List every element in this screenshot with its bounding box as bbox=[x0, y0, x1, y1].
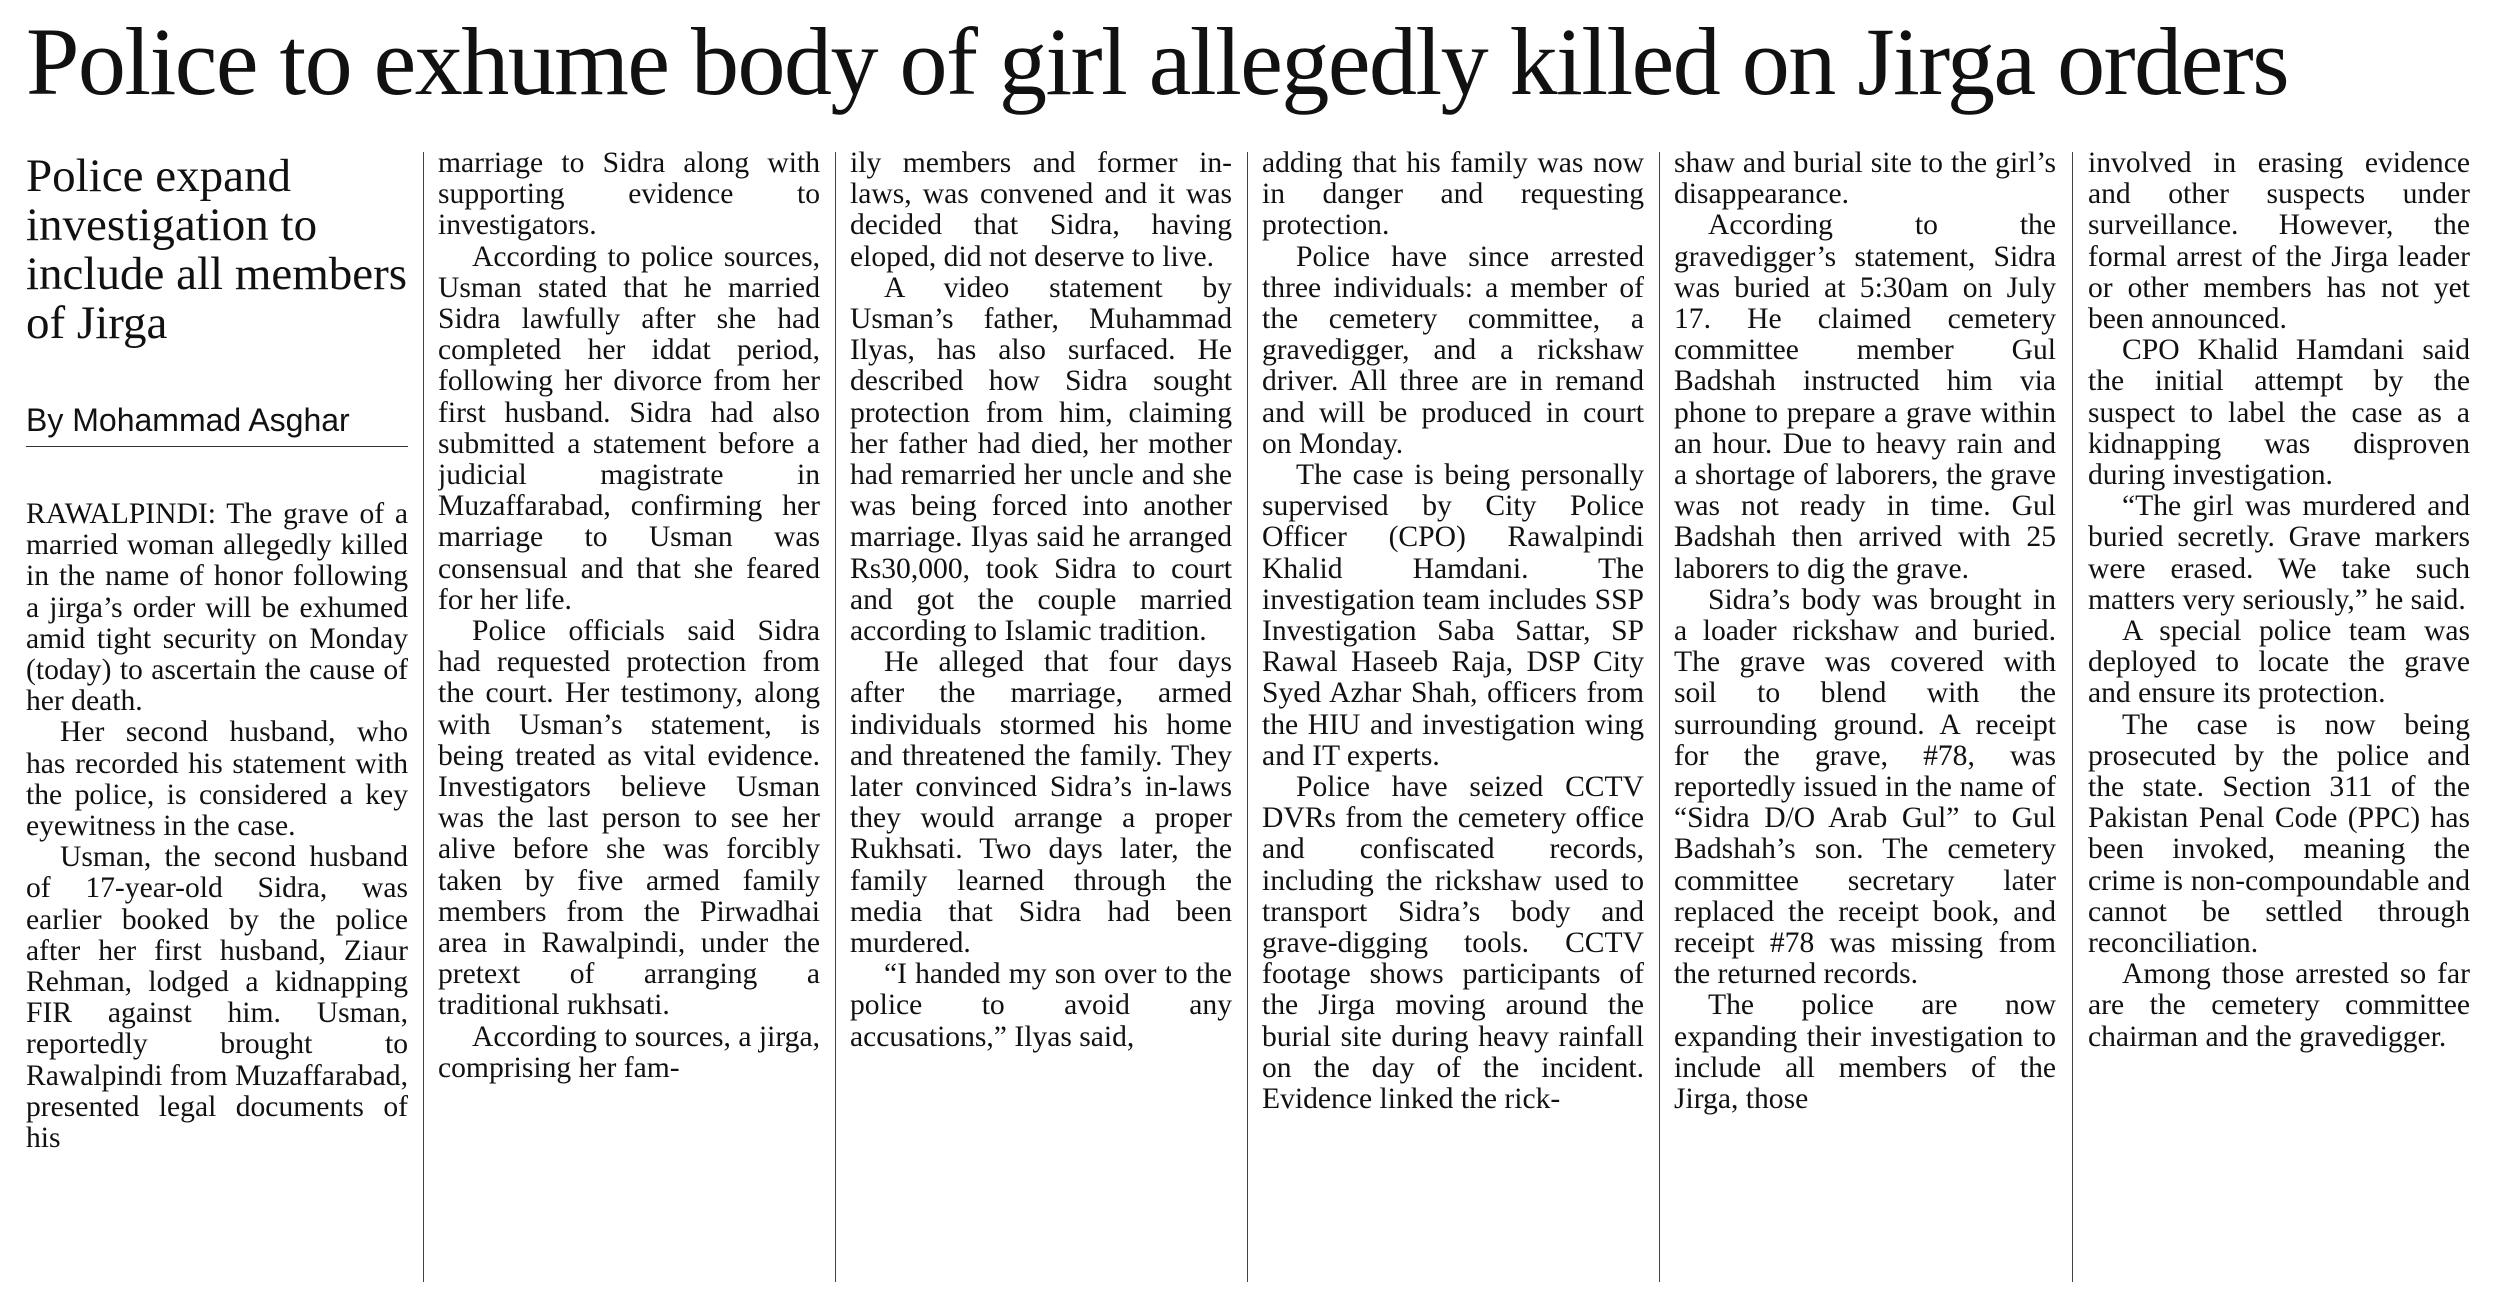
column-rule bbox=[2072, 152, 2073, 1282]
column-rule bbox=[423, 152, 424, 1282]
byline: By Mohammad Asghar bbox=[26, 400, 408, 447]
paragraph: The case is being personally supervised by City Police Officer (CPO) Rawalpindi Khalid Hamdani. The investigation team includes SSP Investigation Saba Sattar, SP Rawal Haseeb Raja, DSP City Syed Azhar Shah, officers from the HIU and investigation wing and IT experts. bbox=[1262, 459, 1644, 772]
paragraph: A special police team was deployed to locate the grave and ensure its protection. bbox=[2088, 615, 2470, 710]
paragraph: Police officials said Sidra had requested protection from the court. Her testimony, along with Usman’s statement, is being treated as vital evidence. Investigators believe Usman was the last person to see her alive before she was forcibly taken by five armed family members from the Pirwadhai area in Rawalpindi, under the pretext of arranging a traditional rukhsati. bbox=[438, 615, 820, 1022]
article-column-6 bbox=[2088, 148, 2470, 1288]
paragraph: According to police sources, Usman stated that he married Sidra lawfully after she had completed her iddat period, following her divorce from her first husband. Sidra had also submitted a statement before a judicial magistrate in Muzaffarabad, confirming her marriage to Usman was consensual and that she feared for her life. bbox=[438, 240, 820, 616]
column-rule bbox=[1659, 152, 1660, 1282]
paragraph: marriage to Sidra along with supporting evidence to investigators. bbox=[438, 148, 820, 242]
article-column-2 bbox=[438, 148, 820, 1288]
paragraph: According to sources, a jirga, comprising her fam- bbox=[438, 1020, 820, 1084]
column-rule bbox=[835, 152, 836, 1282]
paragraph: adding that his family was now in danger and requesting protection. bbox=[1262, 148, 1644, 242]
paragraph: According to the gravedigger’s statement, Sidra was buried at 5:30am on July 17. He claimed cemetery committee member Gul Badshah instructed him via phone to prepare a grave within an hour. Due to heavy rain and a shortage of laborers, the grave was not ready in time. Gul Badshah then arrived with 25 laborers to dig the grave. bbox=[1674, 209, 2056, 585]
paragraph: Police have since arrested three individuals: a member of the cemetery committee, a gravedigger, and a rickshaw driver. All three are in remand and will be produced in court on Monday. bbox=[1262, 240, 1644, 460]
headline: Police to exhume body of girl allegedly killed on Jirga orders bbox=[26, 8, 2289, 115]
deck: Police expand investigation to include all members of Jirga bbox=[26, 150, 408, 349]
article-column-5 bbox=[1674, 148, 2056, 1288]
paragraph: CPO Khalid Hamdani said the initial attempt by the suspect to label the case as a kidnapping was disproven during investigation. bbox=[2088, 334, 2470, 492]
paragraph: Sidra’s body was brought in a loader rickshaw and buried. The grave was covered with soil to blend with the surrounding ground. A receipt for the grave, #78, was reportedly issued in the name of “Sidra D/O Arab Gul” to Gul Badshah’s son. The cemetery committee secretary later replaced the receipt book, and receipt #78 was missing from the returned records. bbox=[1674, 583, 2056, 991]
paragraph: RAWALPINDI: The grave of a married woman allegedly killed in the name of honor following a jirga’s order will be exhumed amid tight security on Monday (today) to ascertain the cause of her death. bbox=[26, 498, 408, 718]
article-column-3 bbox=[850, 148, 1232, 1288]
paragraph: ily members and former in-laws, was convened and it was decided that Sidra, having eloped, did not deserve to live. bbox=[850, 148, 1232, 273]
paragraph: Her second husband, who has recorded his statement with the police, is considered a key eyewitness in the case. bbox=[26, 716, 408, 843]
paragraph: The police are now expanding their investigation to include all members of the Jirga, those bbox=[1674, 989, 2056, 1116]
paragraph: A video statement by Usman’s father, Muhammad Ilyas, has also surfaced. He described how Sidra sought protection from him, claiming her father had died, her mother had remarried her uncle and she was being forced into another marriage. Ilyas said he arranged Rs30,000, took Sidra to court and got the couple married according to Islamic tradition. bbox=[850, 271, 1232, 648]
paragraph: The case is now being prosecuted by the police and the state. Section 311 of the Pakistan Penal Code (PPC) has been invoked, meaning the crime is non-compoundable and cannot be settled through reconciliation. bbox=[2088, 708, 2470, 960]
article-column-4 bbox=[1262, 148, 1644, 1288]
paragraph: involved in erasing evidence and other suspects under surveillance. However, the formal arrest of the Jirga leader or other members has not yet been announced. bbox=[2088, 148, 2470, 336]
paragraph: “I handed my son over to the police to avoid any accusations,” Ilyas said, bbox=[850, 958, 1232, 1053]
paragraph: Usman, the second husband of 17-year-old Sidra, was earlier booked by the police after her first husband, Ziaur Rehman, lodged a kidnapping FIR against him. Usman, reportedly brought to Rawalpindi from Muzaffarabad, presented legal documents of his bbox=[26, 841, 408, 1155]
column-rule bbox=[1247, 152, 1248, 1282]
article-column-1 bbox=[26, 148, 408, 1288]
paragraph: “The girl was murdered and buried secretly. Grave markers were erased. We take such matters very seriously,” he said. bbox=[2088, 490, 2470, 616]
spacer bbox=[26, 447, 408, 499]
paragraph: shaw and burial site to the girl’s disappearance. bbox=[1674, 148, 2056, 211]
paragraph: Among those arrested so far are the cemetery committee chairman and the gravedigger. bbox=[2088, 958, 2470, 1053]
paragraph: Police have seized CCTV DVRs from the cemetery office and confiscated records, including the rickshaw used to transport Sidra’s body and grave-digging tools. CCTV footage shows participants of the Jirga moving around the burial site during heavy rainfall on the day of the incident. Evidence linked the rick- bbox=[1262, 771, 1644, 1116]
paragraph: He alleged that four days after the marriage, armed individuals stormed his home and threatened the family. They later convinced Sidra’s in-laws they would arrange a proper Rukhsati. Two days later, the family learned through the media that Sidra had been murdered. bbox=[850, 646, 1232, 960]
